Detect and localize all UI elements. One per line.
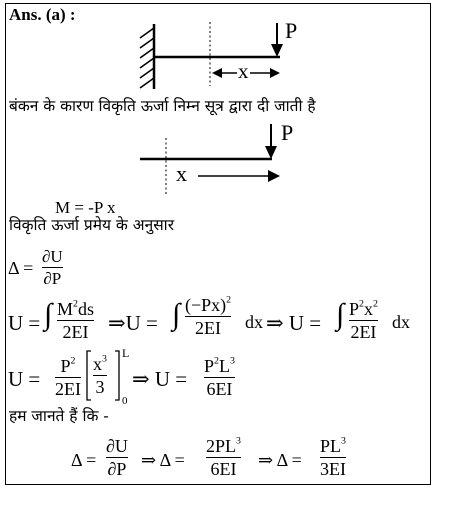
fig2-load-label: P bbox=[281, 120, 294, 145]
theorem-text: विकृति ऊर्जा प्रमेय के अनुसार bbox=[9, 216, 175, 234]
fig1-load-label: P bbox=[285, 18, 298, 43]
fig2-distance-label: x bbox=[176, 161, 187, 186]
fig1-distance-label: x bbox=[238, 59, 249, 83]
delta-lhs: Δ = bbox=[8, 258, 34, 278]
intro-text: बंकन के कारण विकृति ऊर्जा निम्न सूत्र द्वारा दी जाती है bbox=[9, 97, 316, 115]
we-know-text: हम जानते हैं कि - bbox=[9, 407, 109, 425]
delta-fraction: ∂U ∂P bbox=[42, 247, 63, 288]
answer-heading: Ans. (a) : bbox=[9, 5, 76, 24]
moment-equation: M = -P x bbox=[55, 198, 116, 217]
